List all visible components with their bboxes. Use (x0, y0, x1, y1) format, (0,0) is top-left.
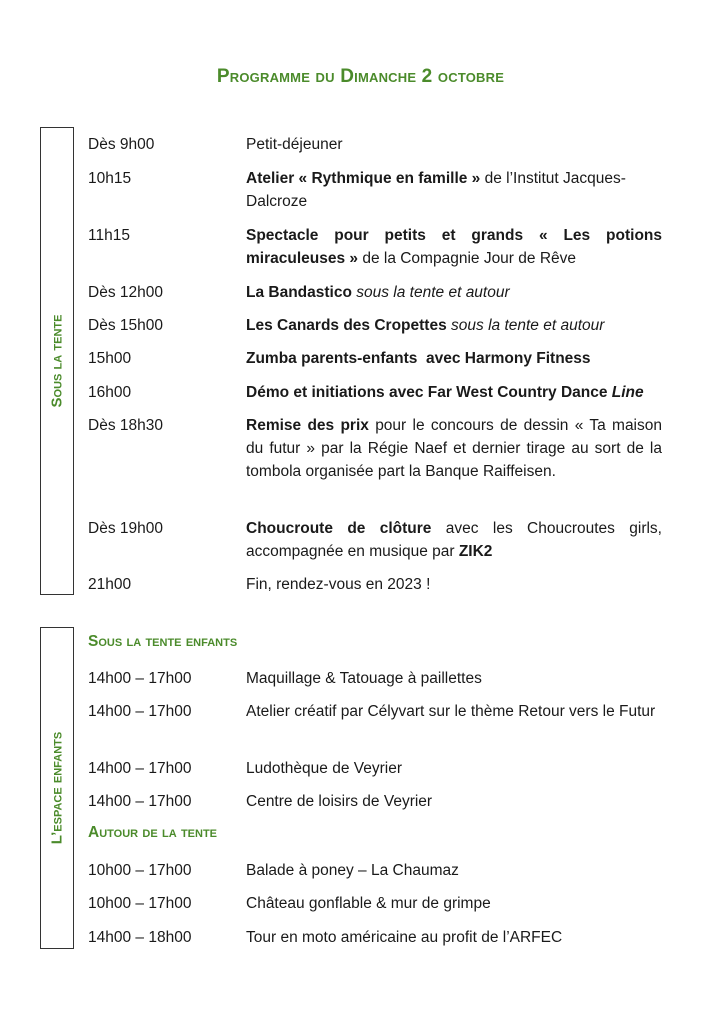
section-label-box (40, 627, 74, 949)
schedule-time: 15h00 (88, 350, 132, 367)
schedule-description: Atelier créatif par Célyvart sur le thème Retour vers le Futur (246, 703, 656, 720)
subsection-heading: Sous la tente enfants (88, 633, 238, 650)
schedule-time: Dès 15h00 (88, 317, 163, 334)
schedule-description: La Bandastico sous la tente et autour (246, 284, 510, 301)
section-label: Sous la tente (48, 314, 66, 408)
schedule-time: 14h00 – 17h00 (88, 670, 192, 687)
schedule-description: Tour en moto américaine au profit de l’ARFEC (246, 929, 563, 946)
schedule-time: 14h00 – 17h00 (88, 760, 192, 777)
schedule-description: Remise des prix pour le concours de dessin « Ta maison du futur » par la Régie Naef et dernier tirage au sort de la tombola organisée part la Banque Raiffeisen. (246, 417, 662, 480)
schedule-time: Dès 12h00 (88, 284, 163, 301)
schedule-time: 21h00 (88, 576, 132, 593)
schedule-time: 10h00 – 17h00 (88, 862, 192, 879)
schedule-description: Atelier « Rythmique en famille » de l’Institut Jacques-Dalcroze (246, 170, 626, 210)
schedule-time: Dès 9h00 (88, 136, 155, 153)
schedule-description: Balade à poney – La Chaumaz (246, 862, 459, 879)
schedule-time: 14h00 – 17h00 (88, 793, 192, 810)
page-title: Programme du Dimanche 2 octobre (216, 66, 505, 87)
schedule-description: Petit-déjeuner (246, 136, 343, 153)
schedule-time: 14h00 – 17h00 (88, 703, 192, 720)
schedule-description: Fin, rendez-vous en 2023 ! (246, 576, 431, 593)
section-label-box (40, 127, 74, 595)
schedule-description: Château gonflable & mur de grimpe (246, 895, 491, 912)
schedule-time: 10h15 (88, 170, 132, 187)
schedule-time: 11h15 (88, 227, 130, 244)
section-label: L’espace enfants (48, 731, 66, 845)
schedule-time: Dès 18h30 (88, 417, 163, 434)
schedule-description: Choucroute de clôture avec les Choucroutes girls, accompagnée en musique par ZIK2 (246, 520, 662, 560)
schedule-description: Spectacle pour petits et grands « Les potions miraculeuses » de la Compagnie Jour de Rêve (246, 227, 662, 267)
schedule-time: 14h00 – 18h00 (88, 929, 192, 946)
schedule-description: Centre de loisirs de Veyrier (246, 793, 433, 810)
schedule-description: Maquillage & Tatouage à paillettes (246, 670, 482, 687)
schedule-description: Les Canards des Cropettes sous la tente et autour (246, 317, 605, 334)
subsection-heading: Autour de la tente (88, 824, 218, 841)
schedule-description: Démo et initiations avec Far West Country Dance Line (246, 384, 644, 401)
schedule-time: 10h00 – 17h00 (88, 895, 192, 912)
schedule-time: Dès 19h00 (88, 520, 163, 537)
schedule-description: Ludothèque de Veyrier (246, 760, 402, 777)
schedule-time: 16h00 (88, 384, 132, 401)
schedule-description: Zumba parents-enfants avec Harmony Fitness (246, 350, 591, 367)
